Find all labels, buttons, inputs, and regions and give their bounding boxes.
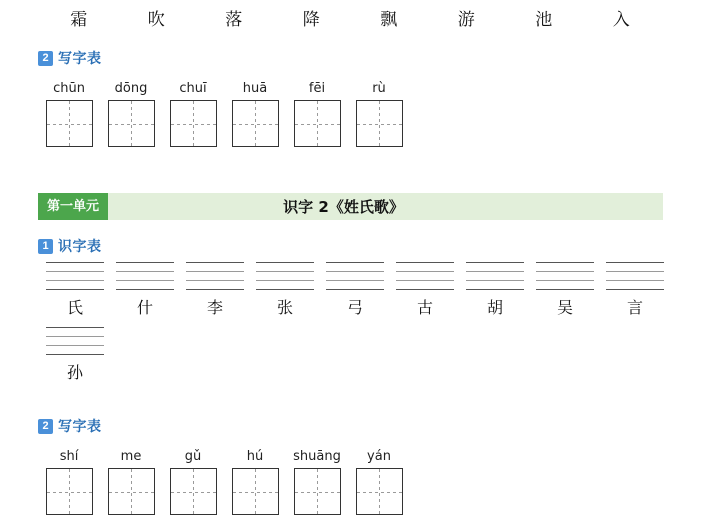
- writing-grid-item: [100, 80, 162, 147]
- section-number-badge: 1: [38, 239, 53, 254]
- writing-grid-item: [100, 448, 162, 515]
- tianzige-box[interactable]: [46, 100, 93, 147]
- character-cell: 游: [457, 9, 475, 30]
- character-label: 氏: [66, 298, 83, 317]
- pinyin-label: shí: [59, 449, 79, 464]
- four-line-item: [530, 262, 600, 319]
- four-line-grid[interactable]: [46, 262, 104, 290]
- four-line-row-2: [40, 327, 110, 384]
- character-cell: 飘: [380, 9, 398, 30]
- tianzige-box[interactable]: [294, 100, 341, 147]
- character-label: 孙: [66, 363, 83, 382]
- writing-grid-item: [162, 448, 224, 515]
- character-cell: 池: [535, 9, 553, 30]
- pinyin-label: hú: [246, 449, 264, 464]
- pinyin-label: shuāng: [293, 449, 341, 464]
- section-heading-label: 写字表: [58, 51, 102, 67]
- four-line-row-1: [40, 262, 670, 319]
- pinyin-label: gǔ: [184, 449, 202, 464]
- pinyin-label: fēi: [308, 81, 326, 96]
- section-heading-label: 写字表: [58, 419, 102, 435]
- section-heading-writing-list-1: [38, 48, 102, 68]
- pinyin-label: dōng: [114, 81, 148, 96]
- four-line-item: [180, 262, 250, 319]
- tianzige-box[interactable]: [232, 468, 279, 515]
- four-line-item: [320, 262, 390, 319]
- four-line-item: [250, 262, 320, 319]
- tianzige-box[interactable]: [232, 100, 279, 147]
- four-line-grid[interactable]: [116, 262, 174, 290]
- four-line-grid[interactable]: [186, 262, 244, 290]
- four-line-grid[interactable]: [46, 327, 104, 355]
- section-number-badge: 2: [38, 51, 53, 66]
- writing-grid-item: [224, 448, 286, 515]
- character-cell: 霜: [70, 9, 88, 30]
- tianzige-box[interactable]: [294, 468, 341, 515]
- pinyin-label: chuī: [179, 81, 207, 96]
- pinyin-label: chūn: [53, 81, 85, 96]
- four-line-grid[interactable]: [326, 262, 384, 290]
- character-label: 李: [206, 298, 223, 317]
- section-heading-character-list: [38, 236, 102, 256]
- pinyin-label: rù: [372, 81, 386, 96]
- character-cell: 落: [225, 9, 243, 30]
- section-heading-label: 识字表: [58, 239, 102, 255]
- four-line-grid[interactable]: [396, 262, 454, 290]
- four-line-item: [40, 262, 110, 319]
- writing-grid-item: [348, 80, 410, 147]
- writing-grid-item: [224, 80, 286, 147]
- writing-grid-item: [286, 448, 348, 515]
- section-number-badge: 2: [38, 419, 53, 434]
- four-line-item: [600, 262, 670, 319]
- writing-grid-row-2: [38, 448, 410, 515]
- four-line-grid[interactable]: [606, 262, 664, 290]
- unit-tag: 第一单元: [38, 193, 108, 220]
- tianzige-box[interactable]: [170, 468, 217, 515]
- pinyin-label: me: [120, 449, 142, 464]
- pinyin-label: yán: [367, 449, 391, 464]
- character-label: 张: [276, 298, 293, 317]
- tianzige-box[interactable]: [108, 468, 155, 515]
- character-label: 什: [136, 298, 153, 317]
- character-cell: 降: [302, 9, 320, 30]
- four-line-grid[interactable]: [466, 262, 524, 290]
- writing-grid-row-1: [38, 80, 410, 147]
- four-line-item: [460, 262, 530, 319]
- four-line-grid[interactable]: [536, 262, 594, 290]
- writing-grid-item: [286, 80, 348, 147]
- unit-banner: [38, 193, 663, 220]
- tianzige-box[interactable]: [356, 468, 403, 515]
- character-label: 言: [626, 298, 643, 317]
- character-cell: 入: [612, 9, 630, 30]
- tianzige-box[interactable]: [356, 100, 403, 147]
- tianzige-box[interactable]: [108, 100, 155, 147]
- four-line-item: [390, 262, 460, 319]
- writing-grid-item: [38, 448, 100, 515]
- tianzige-box[interactable]: [170, 100, 217, 147]
- partial-character-row: [40, 0, 660, 34]
- writing-grid-item: [348, 448, 410, 515]
- tianzige-box[interactable]: [46, 468, 93, 515]
- writing-grid-item: [38, 80, 100, 147]
- lesson-title: 识字 2《姓氏歌》: [283, 198, 404, 216]
- writing-grid-item: [162, 80, 224, 147]
- four-line-item: [40, 327, 110, 384]
- character-cell: 吹: [147, 9, 165, 30]
- character-label: 古: [416, 298, 433, 317]
- four-line-grid[interactable]: [256, 262, 314, 290]
- four-line-item: [110, 262, 180, 319]
- character-label: 胡: [486, 298, 503, 317]
- section-heading-writing-list-2: [38, 416, 102, 436]
- character-label: 吴: [556, 298, 573, 317]
- character-label: 弓: [346, 298, 363, 317]
- pinyin-label: huā: [242, 81, 268, 96]
